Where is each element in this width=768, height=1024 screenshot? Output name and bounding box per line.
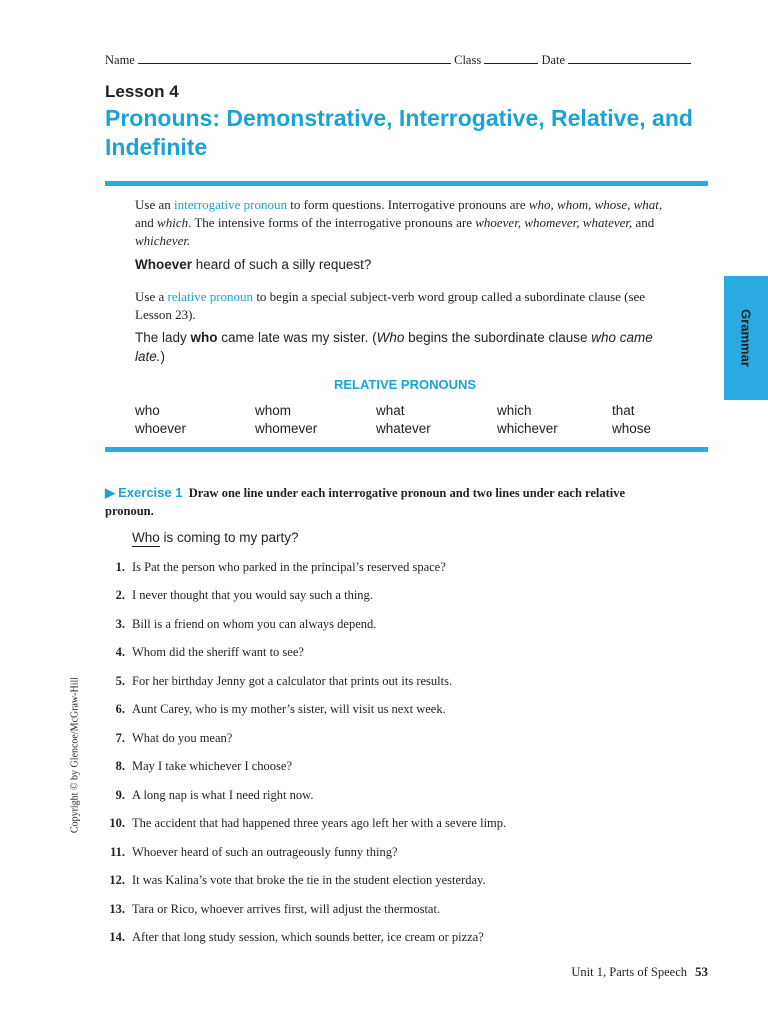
item-text: I never thought that you would say such a thing.	[132, 588, 373, 602]
text-segment: The lady	[135, 330, 191, 345]
list-item	[105, 788, 313, 803]
date-blank	[568, 52, 691, 64]
exercise-label: Exercise 1	[118, 485, 183, 500]
page-number: 53	[695, 964, 708, 979]
item-number: 9.	[115, 788, 125, 802]
item-text: Aunt Carey, who is my mother’s sister, will visit us next week.	[132, 702, 446, 716]
item-text: After that long study session, which sounds better, ice cream or pizza?	[132, 930, 484, 944]
item-text: Is Pat the person who parked in the principal’s reserved space?	[132, 560, 446, 574]
pronoun-cell: who	[135, 403, 160, 418]
item-number: 11.	[110, 845, 125, 859]
bottom-divider	[105, 447, 708, 452]
example-pronoun: who	[190, 330, 218, 345]
page-footer	[548, 964, 708, 980]
list-item	[105, 674, 452, 689]
text-segment: begins the subordinate clause	[404, 330, 592, 345]
pronoun-cell: whose	[612, 421, 652, 436]
text-segment: to form questions. Interrogative pronouns are	[287, 197, 529, 212]
pronoun-cell: whoever	[135, 421, 187, 436]
name-label: Name	[105, 53, 135, 67]
lesson-number: Lesson 4	[105, 82, 179, 101]
pronoun-cell: whom	[255, 403, 292, 418]
item-number: 2.	[115, 588, 125, 602]
text-segment: is coming to my party?	[159, 530, 299, 545]
interrogative-example	[135, 255, 675, 274]
pronoun-list: which	[157, 215, 189, 230]
list-item	[105, 930, 484, 945]
item-text: May I take whichever I choose?	[132, 759, 292, 773]
grammar-side-tab	[724, 276, 768, 400]
item-text: What do you mean?	[132, 731, 233, 745]
item-text: A long nap is what I need right now.	[132, 788, 314, 802]
item-number: 8.	[115, 759, 125, 773]
list-item	[105, 873, 486, 888]
instruction-text: Draw one line under each interrogative pronoun and two lines under each relative pronoun.	[105, 486, 626, 518]
list-item	[105, 617, 376, 632]
class-label: Class	[454, 53, 482, 67]
item-text: The accident that had happened three years ago left her with a severe limp.	[132, 816, 507, 830]
item-text: Tara or Rico, whoever arrives first, will adjust the thermostat.	[132, 902, 441, 916]
item-text: Whom did the sheriff want to see?	[132, 645, 304, 659]
item-number: 4.	[115, 645, 125, 659]
item-text: Whoever heard of such an outrageously funny thing?	[132, 845, 398, 859]
list-item	[105, 702, 446, 717]
text-segment: who came late.	[135, 330, 653, 364]
pronoun-cell: that	[612, 403, 635, 418]
exercise-instruction	[105, 484, 675, 520]
relative-example	[135, 328, 675, 366]
list-item	[105, 731, 232, 746]
list-item	[105, 645, 304, 660]
lesson-title: Pronouns: Demonstrative, Interrogative, Relative, and Indefinite	[105, 105, 693, 160]
unit-label: Unit 1, Parts of Speech	[571, 965, 687, 979]
item-number: 1.	[115, 560, 125, 574]
item-text: Bill is a friend on whom you can always depend.	[132, 617, 377, 631]
copyright-notice	[60, 650, 90, 860]
item-number: 14.	[109, 930, 125, 944]
date-label: Date	[541, 53, 566, 67]
relative-pronouns-heading: RELATIVE PRONOUNS	[333, 377, 477, 392]
pronoun-list: whoever, whomever, whatever,	[475, 215, 633, 230]
text-segment: Use a	[135, 289, 168, 304]
text-segment: . The intensive forms of the interrogative pronouns are	[188, 215, 476, 230]
item-number: 6.	[115, 702, 125, 716]
relative-pronoun-term: relative pronoun	[167, 289, 254, 304]
item-number: 10.	[109, 816, 125, 830]
header-fields	[105, 52, 708, 68]
copyright-text: Copyright © by Glencoe/McGraw-Hill	[69, 676, 81, 834]
item-number: 12.	[109, 873, 125, 887]
top-divider	[105, 181, 708, 186]
triangle-arrow-icon: ▶	[105, 485, 115, 500]
text-segment: and	[135, 215, 158, 230]
text-segment: to begin a special subject-verb word group called a subordinate clause (see Lesson 23).	[135, 289, 646, 322]
item-text: For her birthday Jenny got a calculator that prints out its results.	[132, 674, 453, 688]
pronoun-list: whichever.	[135, 233, 191, 248]
list-item	[105, 902, 440, 917]
item-number: 3.	[115, 617, 125, 631]
list-item	[105, 588, 373, 603]
pronoun-cell: what	[376, 403, 405, 418]
text-segment: came late was my sister. (	[217, 330, 377, 345]
model-sentence	[132, 529, 299, 547]
class-blank	[484, 52, 538, 64]
example-pronoun: Whoever	[135, 257, 193, 272]
pronoun-cell: whatever	[376, 421, 431, 436]
side-tab-label: Grammar	[738, 309, 754, 367]
item-number: 13.	[109, 902, 125, 916]
list-item	[105, 816, 506, 831]
interrogative-pronoun-term: interrogative pronoun	[174, 197, 287, 212]
item-number: 7.	[115, 731, 125, 745]
pronoun-cell: whichever	[497, 421, 558, 436]
relative-explanation	[135, 288, 675, 324]
pronoun-cell: whomever	[255, 421, 318, 436]
text-segment: heard of such a silly request?	[192, 257, 372, 272]
list-item	[105, 560, 446, 575]
interrogative-explanation	[135, 196, 675, 250]
item-number: 5.	[115, 674, 125, 688]
name-blank	[138, 52, 451, 64]
list-item	[105, 759, 292, 774]
text-segment: and	[632, 215, 655, 230]
text-segment: Who	[376, 330, 405, 345]
underlined-model-word: Who	[132, 530, 160, 545]
item-text: It was Kalina’s vote that broke the tie in the student election yesterday.	[132, 873, 486, 887]
pronoun-list: who, whom, whose, what,	[528, 197, 663, 212]
text-segment: Use an	[135, 197, 174, 212]
pronoun-cell: which	[497, 403, 532, 418]
text-segment: )	[160, 349, 166, 364]
list-item	[105, 845, 398, 860]
